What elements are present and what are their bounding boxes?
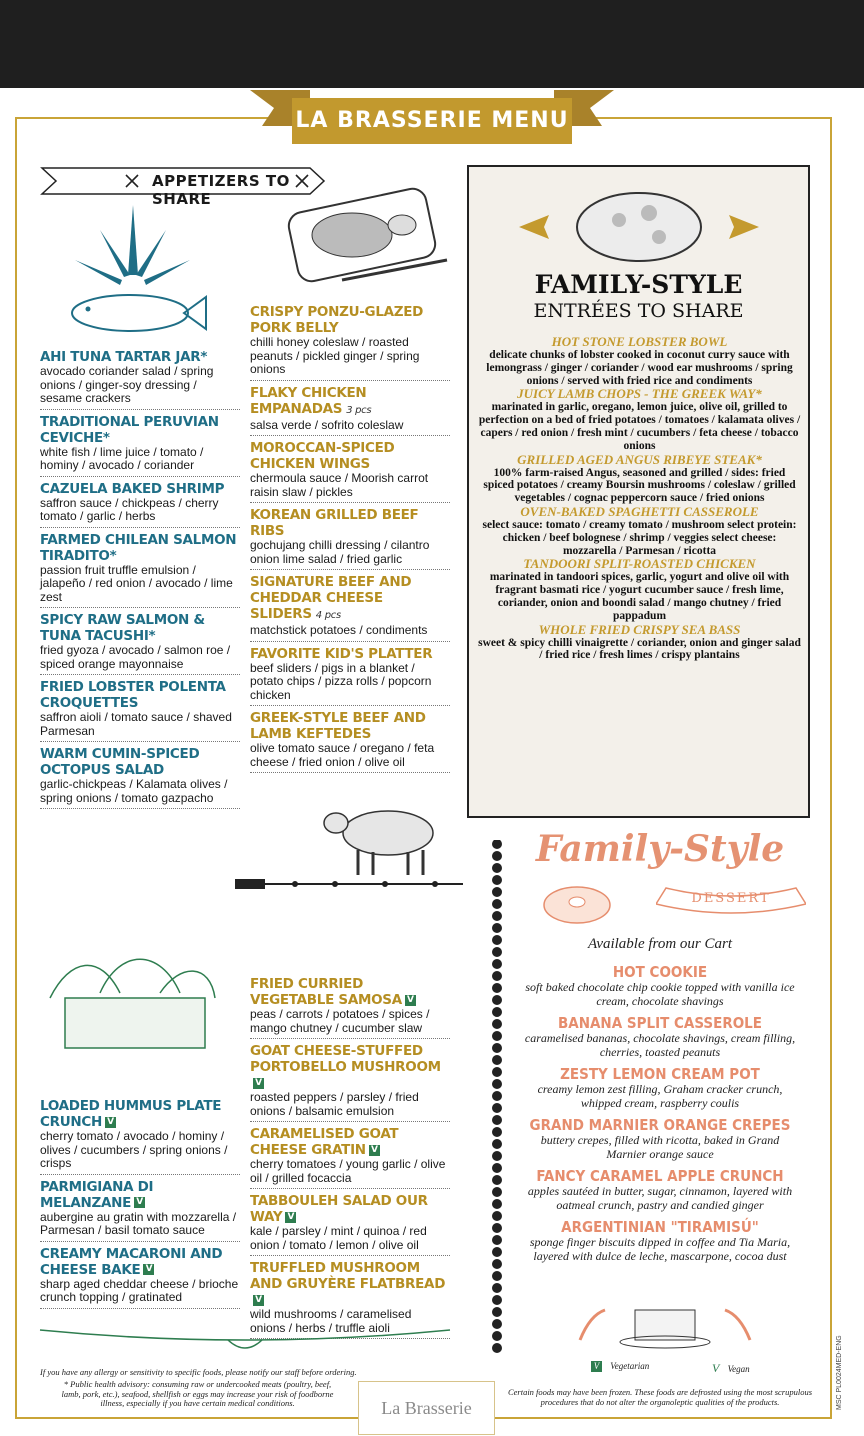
menu-item-name-text: PARMIGIANA DI MELANZANE	[40, 1178, 154, 1211]
menu-item	[250, 642, 450, 707]
menu-item	[40, 742, 240, 809]
vegetables-left-column	[40, 1094, 240, 1309]
brand-logo: La Brasserie	[358, 1381, 495, 1435]
family-item-description: select sauce: tomato / creamy tomato / mushroom select protein: chicken / beef bolognese / shrimp / veggies select cheese: mozzarella / Parmesan / ricotta	[482, 518, 797, 557]
dessert-title: Family-Style	[535, 828, 785, 870]
legend-vegetarian-label: Vegetarian	[610, 1361, 650, 1371]
menu-item-name	[250, 507, 450, 539]
menu-item-description: beef sliders / pigs in a blanket / potato chips / pizza rolls / popcorn chicken	[250, 660, 432, 702]
menu-item-name	[40, 1246, 240, 1278]
dessert-item-description: soft baked chocolate chip cookie topped with vanilla ice cream, chocolate shavings	[525, 980, 795, 1008]
menu-item	[250, 1039, 450, 1122]
dessert-item-name: BANANA SPLIT CASSEROLE	[557, 1014, 763, 1032]
dessert-item	[520, 1219, 800, 1263]
menu-item-description: saffron aioli / tomato sauce / shaved Parmesan	[40, 710, 232, 738]
menu-item-name-text: SPICY RAW SALMON & TUNA TACUSHI*	[40, 612, 205, 644]
bundt-cake-illustration-icon	[540, 880, 615, 930]
appetizers-heading-text: APPETIZERS TO SHARE	[152, 172, 290, 208]
vegetarian-icon: V	[405, 995, 416, 1006]
family-item-description: marinated in tandoori spices, garlic, yogurt and olive oil with fragrant basmati rice / yogurt cucumber sauce / fresh lime, coriander, onion and boondi salad / mango chutney / fried pappadum	[489, 571, 790, 622]
vegetarian-icon: V	[105, 1117, 116, 1128]
menu-item	[250, 706, 450, 773]
menu-item-description: fried gyoza / avocado / salmon roe / spiced orange mayonnaise	[40, 643, 231, 671]
family-item	[477, 453, 802, 505]
menu-item-description: kale / parsley / mint / quinoa / red onion / tomato / lemon / olive oil	[250, 1224, 427, 1252]
menu-item-name-text: SIGNATURE BEEF AND CHEDDAR CHEESE SLIDERS	[250, 574, 412, 622]
menu-item-name	[250, 710, 450, 742]
menu-item-description: chilli honey coleslaw / roasted peanuts / pickled ginger / spring onions	[250, 335, 420, 376]
health-advisory: * Public health advisory: consuming raw or undercooked meats (poultry, beef, lamb, pork, etc.), seafood, shellfish or eggs may increase your risk of foodborne illness, especially if you have certain medical conditions.	[61, 1379, 334, 1408]
chain-divider-icon	[490, 840, 504, 1360]
vegetarian-icon: V	[253, 1295, 264, 1306]
menu-item-description: avocado coriander salad / spring onions / ginger-soy dressing / sesame crackers	[40, 364, 214, 405]
menu-item-description: wild mushrooms / caramelised onions / herbs / truffle aioli	[250, 1307, 412, 1335]
menu-item-quantity: 4 pcs	[315, 610, 341, 621]
divider-ornament-icon	[235, 874, 465, 894]
menu-item-description: chermoula sauce / Moorish carrot raisin slaw / pickles	[250, 471, 429, 499]
menu-item	[40, 675, 240, 742]
menu-item-quantity: 3 pcs	[346, 404, 372, 416]
menu-item-name-text: FRIED LOBSTER POLENTA CROQUETTES	[40, 679, 226, 711]
menu-item-name	[40, 532, 240, 564]
menu-item-name	[40, 679, 240, 711]
dessert-item-description: buttery crepes, filled with ricotta, baked in Grand Marnier orange sauce	[540, 1133, 780, 1161]
family-item-name: HOT STONE LOBSTER BOWL	[551, 334, 728, 349]
dessert-item-description: caramelised bananas, chocolate shavings, cream filling, cherries, toasted peanuts	[524, 1031, 796, 1059]
dessert-item	[520, 1066, 800, 1110]
vegetarian-icon: V	[285, 1212, 296, 1223]
family-item	[477, 335, 802, 387]
vegetarian-icon: V	[253, 1078, 264, 1089]
menu-item-name	[250, 1043, 450, 1091]
fish-illustration-icon	[60, 205, 210, 345]
menu-item	[40, 477, 240, 528]
menu-item	[40, 1242, 240, 1309]
family-item-name: OVEN-BAKED SPAGHETTI CASSEROLE	[520, 503, 759, 519]
menu-item	[250, 381, 450, 437]
menu-item-name	[250, 646, 450, 662]
dessert-item-name: ARGENTINIAN "TIRAMISÚ"	[561, 1218, 759, 1236]
menu-item-name-text: GOAT CHEESE-STUFFED PORTOBELLO MUSHROOM	[250, 1043, 441, 1075]
dessert-ribbon	[656, 884, 806, 916]
menu-item-name	[250, 440, 450, 472]
family-style-list	[477, 335, 802, 662]
family-item-description: 100% farm-raised Angus, seasoned and grilled / sides: fried spiced potatoes / creamy Boursin mushrooms / coleslaw / grilled vegetables / cognac peppercorn sauce / fried onions	[483, 466, 796, 505]
menu-item-name	[40, 1098, 240, 1130]
menu-item-name-text: TRUFFLED MUSHROOM AND GRUYÈRE FLATBREAD	[250, 1260, 446, 1292]
menu-item-name-text: FLAKY CHICKEN EMPANADAS	[250, 384, 367, 417]
dessert-item-name: HOT COOKIE	[612, 963, 708, 981]
title-banner	[250, 90, 614, 150]
menu-item	[250, 1122, 450, 1189]
vegetarian-icon: V	[134, 1197, 145, 1208]
menu-item	[40, 410, 240, 477]
dessert-cart-note: Available from our Cart	[587, 936, 733, 952]
menu-item	[40, 1175, 240, 1242]
menu-item-name-text: TABBOULEH SALAD OUR WAY	[250, 1193, 428, 1225]
appetizers-right-column	[250, 300, 450, 773]
family-style-subtitle: ENTRÉES TO SHARE	[533, 300, 744, 322]
menu-item-name-text: AHI TUNA TARTAR JAR*	[40, 349, 208, 365]
menu-item-name-text: LOADED HUMMUS PLATE CRUNCH	[40, 1098, 222, 1130]
menu-item	[250, 436, 450, 503]
menu-item-description: peas / carrots / potatoes / spices / mango chutney / cucumber slaw	[250, 1007, 430, 1035]
menu-item-name	[250, 1193, 450, 1225]
dessert-item-description: apples sautéed in butter, sugar, cinnamon, layered with oatmeal crunch, pastry and candied ginger	[527, 1184, 793, 1212]
family-item-name: TANDOORI SPLIT-ROASTED CHICKEN	[523, 556, 756, 572]
top-dark-bar	[0, 0, 864, 88]
menu-item-name-text: FARMED CHILEAN SALMON TIRADITO*	[40, 531, 237, 564]
dessert-item	[520, 1168, 800, 1212]
vegetables-right-column	[250, 972, 450, 1339]
menu-item	[250, 503, 450, 570]
vegetable-crate-illustration-icon	[40, 938, 220, 1058]
family-item	[477, 505, 802, 557]
menu-item	[40, 1094, 240, 1175]
menu-item-name-text: CAZUELA BAKED SHRIMP	[40, 480, 225, 497]
menu-item-name	[40, 1179, 240, 1211]
menu-item-description: cherry tomato / avocado / hominy / olives / cucumbers / spring onions / crisps	[40, 1129, 228, 1170]
dessert-item-name: FANCY CARAMEL APPLE CRUNCH	[536, 1167, 784, 1185]
family-style-title: FAMILY-STYLE	[534, 270, 743, 299]
dessert-item-name: GRAND MARNIER ORANGE CREPES	[529, 1116, 791, 1134]
meat-board-illustration-icon	[282, 180, 454, 292]
legend-vegetarian	[588, 1361, 649, 1372]
menu-item	[250, 570, 450, 642]
menu-item-description: matchstick potatoes / condiments	[250, 623, 428, 637]
menu-item-description: olive tomato sauce / oregano / feta cheese / fried onion / olive oil	[250, 741, 435, 769]
dessert-item	[520, 1015, 800, 1059]
menu-item-description: aubergine au gratin with mozzarella / Parmesan / basil tomato sauce	[40, 1209, 237, 1237]
legend-vegan	[710, 1361, 750, 1376]
menu-item-name-text: WARM CUMIN-SPICED OCTOPUS SALAD	[40, 746, 200, 778]
dessert-item	[520, 964, 800, 1008]
family-item-description: marinated in garlic, oregano, lemon juice, olive oil, grilled to perfection on a bed of fried potatoes / tomatoes / kalamata olives / capers / red onion / fresh mint / cucumbers / feta cheese / tobacco onions	[478, 401, 801, 452]
family-item	[477, 623, 802, 663]
dessert-item	[520, 1117, 800, 1161]
menu-item-description: salsa verde / sofrito coleslaw	[250, 417, 404, 432]
frozen-note: Certain foods may have been frozen. These foods are defrosted using the most scrupulous procedures that do not alter the organoleptic qualities of the products.	[507, 1387, 813, 1407]
menu-item	[40, 345, 240, 410]
menu-item	[40, 608, 240, 675]
appetizers-left-column	[40, 345, 240, 809]
vegetarian-icon: V	[369, 1145, 380, 1156]
menu-item-description: passion fruit truffle emulsion / jalapeño / red onion / avocado / lime zest	[40, 562, 233, 604]
family-style-box	[467, 165, 810, 818]
menu-item-description: roasted peppers / parsley / fried onions / balsamic emulsion	[250, 1090, 419, 1118]
menu-item-name-text: CRISPY PONZU-GLAZED PORK BELLY	[250, 304, 424, 336]
menu-item-name-text: FAVORITE KID'S PLATTER	[250, 645, 433, 662]
vegetarian-icon: V	[143, 1264, 154, 1275]
menu-item-name-text: MOROCCAN-SPICED CHICKEN WINGS	[250, 440, 395, 472]
family-item-description: delicate chunks of lobster cooked in coconut curry sauce with lemongrass / ginger / coriander / wood ear mushrooms / spring onions / served with fried rice and condiments	[486, 349, 793, 387]
dessert-ribbon-text: DESSERT	[691, 891, 771, 906]
menu-item	[250, 1189, 450, 1256]
menu-item	[250, 972, 450, 1039]
pizza-illustration-icon	[509, 185, 769, 265]
legend-vegan-label: Vegan	[727, 1364, 750, 1374]
menu-item-name	[40, 481, 240, 497]
family-item-description: sweet & spicy chilli vinaigrette / coriander, onion and ginger salad / fried rice / fresh limes / crispy plantains	[478, 636, 801, 662]
menu-item-description: cherry tomatoes / young garlic / olive oil / grilled focaccia	[250, 1157, 446, 1185]
menu-item-name	[40, 746, 240, 778]
family-item-name: WHOLE FRIED CRISPY SEA BASS	[538, 621, 741, 637]
menu-item-description: white fish / lime juice / tomato / hominy / avocado / coriander	[40, 444, 204, 472]
menu-item-name	[40, 612, 240, 644]
menu-item-name	[250, 304, 450, 336]
menu-item-name-text: GREEK-STYLE BEEF AND LAMB KEFTEDES	[250, 710, 426, 742]
family-item-name: JUICY LAMB CHOPS - THE GREEK WAY*	[517, 386, 762, 402]
cow-illustration-icon	[318, 795, 448, 880]
menu-item-name-text: TRADITIONAL PERUVIAN CEVICHE*	[40, 413, 219, 446]
menu-item-name	[250, 976, 450, 1008]
vegan-icon: V	[712, 1361, 720, 1375]
family-item	[477, 387, 802, 452]
menu-item-name	[250, 1260, 450, 1308]
menu-item-name-text: KOREAN GRILLED BEEF RIBS	[250, 507, 419, 539]
tiramisu-illustration-icon	[570, 1300, 760, 1352]
menu-item-name-text: FRIED CURRIED VEGETABLE SAMOSA	[250, 976, 402, 1008]
menu-item-name	[250, 1126, 450, 1158]
document-code: MSC PL0024MED-ENG	[836, 1335, 843, 1410]
family-item-name: GRILLED AGED ANGUS RIBEYE STEAK*	[517, 451, 762, 467]
dessert-item-name: ZESTY LEMON CREAM POT	[560, 1065, 760, 1083]
menu-item-description: garlic-chickpeas / Kalamata olives / spring onions / tomato gazpacho	[40, 777, 228, 805]
dessert-item-description: creamy lemon zest filling, Graham cracker crunch, whipped cream, raspberry coulis	[537, 1082, 783, 1110]
menu-item	[40, 528, 240, 609]
menu-item	[250, 300, 450, 381]
dessert-item-description: sponge finger biscuits dipped in coffee and Tia Maria, layered with dulce de leche, mascarpone, cocoa dust	[529, 1235, 791, 1263]
menu-item-name	[40, 414, 240, 446]
menu-title: LA BRASSERIE MENU	[295, 108, 569, 133]
menu-item-description: sharp aged cheddar cheese / brioche crunch topping / gratinated	[40, 1276, 239, 1304]
menu-item-description: saffron sauce / chickpeas / cherry tomato / garlic / herbs	[40, 495, 219, 523]
menu-item-name-text: CARAMELISED GOAT CHEESE GRATIN	[250, 1126, 399, 1158]
allergy-note: If you have any allergy or sensitivity to specific foods, please notify our staff before ordering.	[40, 1367, 357, 1377]
dessert-list	[520, 964, 800, 1270]
bottom-flourish-icon	[38, 1320, 452, 1360]
menu-item-description: gochujang chilli dressing / cilantro onion lime salad / fried garlic	[250, 538, 430, 566]
family-item	[477, 557, 802, 622]
vegetarian-icon: V	[591, 1361, 602, 1372]
menu-item-name-text: CREAMY MACARONI AND CHEESE BAKE	[40, 1245, 223, 1278]
menu-item-name	[250, 574, 450, 624]
menu-item-name	[40, 349, 240, 365]
menu-item-name	[250, 385, 450, 419]
